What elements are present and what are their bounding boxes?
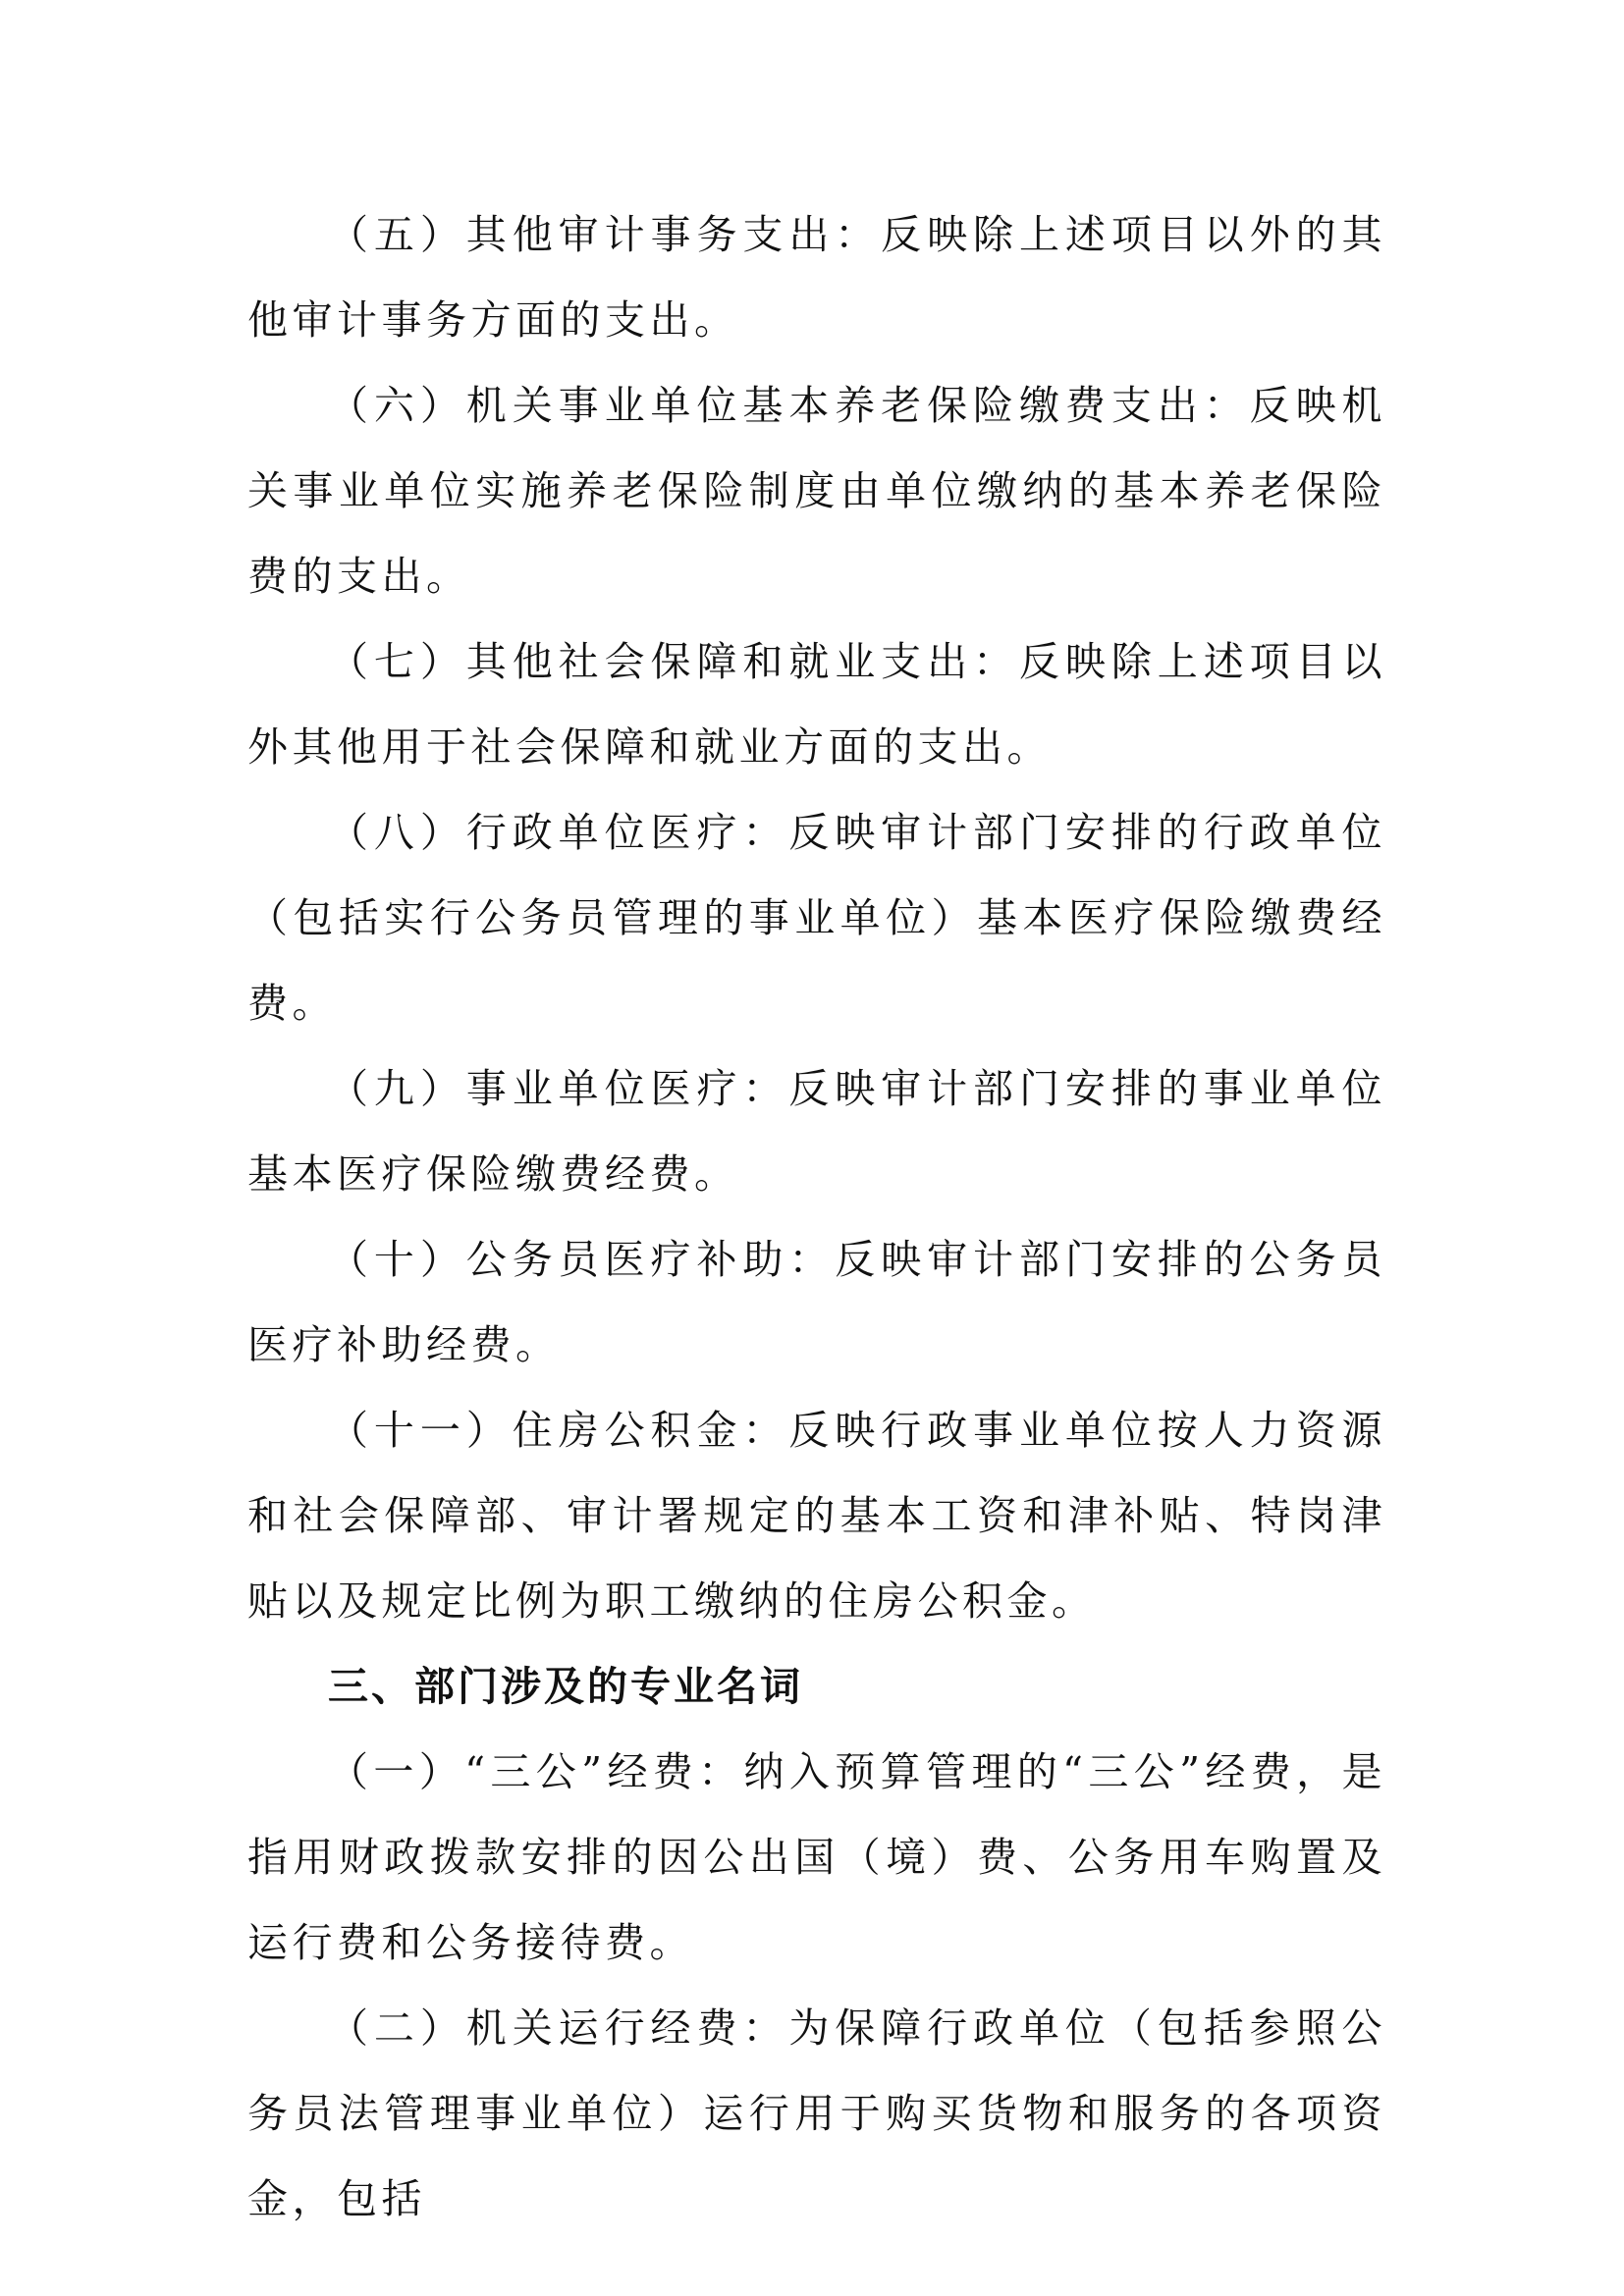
- document-body: [247, 192, 1386, 2242]
- paragraph-pension-insurance: （六）机关事业单位基本养老保险缴费支出：反映机关事业单位实施养老保险制度由单位缴纳的基本养老保险费的支出。: [247, 382, 1386, 600]
- section-heading: 三、部门涉及的专业名词: [328, 1663, 803, 1710]
- paragraph-administrative-medical: （八）行政单位医疗：反映审计部门安排的行政单位（包括实行公务员管理的事业单位）基本医疗保险缴费经费。: [247, 809, 1386, 1027]
- paragraph-other-social-security: （七）其他社会保障和就业支出：反映除上述项目以外其他用于社会保障和就业方面的支出。: [247, 638, 1386, 771]
- paragraph-institution-medical: （九）事业单位医疗：反映审计部门安排的事业单位基本医疗保险缴费经费。: [247, 1065, 1386, 1198]
- paragraph-three-public-expenses: （一）“三公”经费：纳入预算管理的“三公”经费，是指用财政拨款安排的因公出国（境）费、公务用车购置及运行费和公务接待费。: [247, 1748, 1386, 1966]
- paragraph-agency-operating-expenses: （二）机关运行经费：为保障行政单位（包括参照公务员法管理事业单位）运行用于购买货物和服务的各项资金，包括: [247, 2004, 1386, 2222]
- paragraph-other-audit-expenditure: （五）其他审计事务支出：反映除上述项目以外的其他审计事务方面的支出。: [247, 211, 1386, 344]
- paragraph-civil-servant-medical-subsidy: （十）公务员医疗补助：反映审计部门安排的公务员医疗补助经费。: [247, 1236, 1386, 1368]
- paragraph-housing-fund: （十一）住房公积金：反映行政事业单位按人力资源和社会保障部、审计署规定的基本工资和津补贴、特岗津贴以及规定比例为职工缴纳的住房公积金。: [247, 1407, 1386, 1625]
